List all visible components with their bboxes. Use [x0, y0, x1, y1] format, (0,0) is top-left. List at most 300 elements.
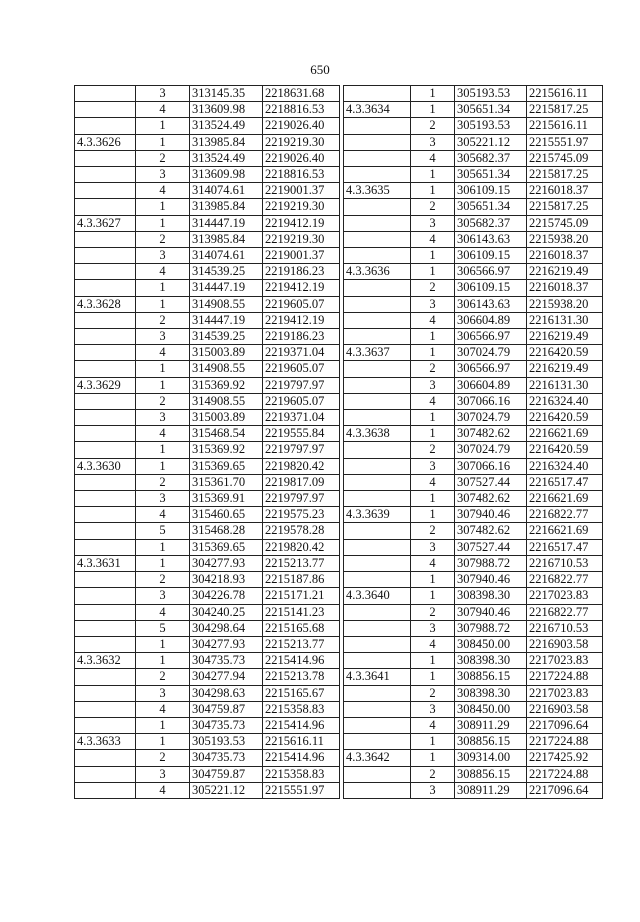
- table-row: [344, 701, 603, 717]
- parcel-id-cell: [344, 296, 411, 312]
- y-coordinate-cell: 2215414.96: [263, 750, 340, 766]
- table-row: [75, 491, 340, 507]
- parcel-id-cell: [344, 766, 411, 782]
- y-coordinate-cell: 2217023.83: [527, 653, 603, 669]
- x-coordinate-cell: 306109.15: [455, 248, 527, 264]
- x-coordinate-cell: 313609.98: [190, 167, 263, 183]
- x-coordinate-cell: 315468.54: [190, 426, 263, 442]
- y-coordinate-cell: 2216517.47: [527, 539, 603, 555]
- table-row: [344, 183, 603, 199]
- y-coordinate-cell: 2219578.28: [263, 523, 340, 539]
- y-coordinate-cell: 2219371.04: [263, 345, 340, 361]
- x-coordinate-cell: 315460.65: [190, 507, 263, 523]
- table-row: [75, 134, 340, 150]
- table-row: [344, 572, 603, 588]
- point-number-cell: 1: [411, 750, 455, 766]
- parcel-id-cell: [75, 426, 136, 442]
- point-number-cell: 1: [136, 442, 190, 458]
- parcel-id-cell: [344, 734, 411, 750]
- x-coordinate-cell: 307482.62: [455, 426, 527, 442]
- parcel-id-cell: [344, 539, 411, 555]
- table-row: [75, 636, 340, 652]
- table-row: [344, 361, 603, 377]
- point-number-cell: 1: [136, 215, 190, 231]
- y-coordinate-cell: 2218631.68: [263, 86, 340, 102]
- x-coordinate-cell: 304735.73: [190, 750, 263, 766]
- table-row: [75, 215, 340, 231]
- page-number: 650: [310, 62, 330, 77]
- point-number-cell: 3: [136, 766, 190, 782]
- y-coordinate-cell: 2219820.42: [263, 458, 340, 474]
- point-number-cell: 5: [136, 523, 190, 539]
- point-number-cell: 3: [136, 329, 190, 345]
- parcel-id-cell: [75, 636, 136, 652]
- point-number-cell: 2: [136, 750, 190, 766]
- parcel-id-cell: [344, 393, 411, 409]
- point-number-cell: 4: [411, 636, 455, 652]
- y-coordinate-cell: 2219797.97: [263, 442, 340, 458]
- y-coordinate-cell: 2219605.07: [263, 393, 340, 409]
- x-coordinate-cell: 307988.72: [455, 555, 527, 571]
- y-coordinate-cell: 2219797.97: [263, 491, 340, 507]
- y-coordinate-cell: 2215938.20: [527, 231, 603, 247]
- x-coordinate-cell: 315003.89: [190, 345, 263, 361]
- y-coordinate-cell: 2219575.23: [263, 507, 340, 523]
- point-number-cell: 4: [136, 102, 190, 118]
- point-number-cell: 3: [136, 410, 190, 426]
- y-coordinate-cell: 2219219.30: [263, 199, 340, 215]
- parcel-id-cell: [75, 199, 136, 215]
- y-coordinate-cell: 2216517.47: [527, 474, 603, 490]
- x-coordinate-cell: 315003.89: [190, 410, 263, 426]
- x-coordinate-cell: 305193.53: [455, 118, 527, 134]
- y-coordinate-cell: 2219186.23: [263, 264, 340, 280]
- point-number-cell: 1: [411, 183, 455, 199]
- y-coordinate-cell: 2215817.25: [527, 199, 603, 215]
- parcel-id-cell: [344, 491, 411, 507]
- parcel-id-cell: [75, 474, 136, 490]
- parcel-id-cell: [75, 685, 136, 701]
- y-coordinate-cell: 2219797.97: [263, 377, 340, 393]
- x-coordinate-cell: 308856.15: [455, 669, 527, 685]
- x-coordinate-cell: 308450.00: [455, 636, 527, 652]
- point-number-cell: 2: [411, 118, 455, 134]
- point-number-cell: 1: [136, 296, 190, 312]
- table-row: [344, 264, 603, 280]
- y-coordinate-cell: 2215213.78: [263, 669, 340, 685]
- parcel-id-cell: [75, 701, 136, 717]
- table-row: [344, 474, 603, 490]
- x-coordinate-cell: 307482.62: [455, 491, 527, 507]
- table-row: [75, 620, 340, 636]
- point-number-cell: 3: [411, 539, 455, 555]
- table-row: [75, 377, 340, 393]
- x-coordinate-cell: 314074.61: [190, 248, 263, 264]
- parcel-id-cell: [75, 766, 136, 782]
- table-row: [344, 393, 603, 409]
- table-row: [344, 717, 603, 733]
- parcel-id-cell: [75, 312, 136, 328]
- parcel-id-cell: [344, 555, 411, 571]
- x-coordinate-cell: 306143.63: [455, 296, 527, 312]
- x-coordinate-cell: 304298.64: [190, 620, 263, 636]
- x-coordinate-cell: 304277.93: [190, 636, 263, 652]
- y-coordinate-cell: 2216822.77: [527, 604, 603, 620]
- point-number-cell: 2: [411, 685, 455, 701]
- coordinates-table-left-body: [75, 86, 340, 799]
- point-number-cell: 4: [136, 507, 190, 523]
- point-number-cell: 1: [136, 539, 190, 555]
- x-coordinate-cell: 315369.65: [190, 458, 263, 474]
- parcel-id-cell: 4.3.3632: [75, 653, 136, 669]
- table-row: [344, 312, 603, 328]
- table-row: [75, 329, 340, 345]
- y-coordinate-cell: 2216219.49: [527, 264, 603, 280]
- y-coordinate-cell: 2216018.37: [527, 183, 603, 199]
- x-coordinate-cell: 307024.79: [455, 345, 527, 361]
- y-coordinate-cell: 2215616.11: [527, 118, 603, 134]
- parcel-id-cell: [344, 701, 411, 717]
- x-coordinate-cell: 307527.44: [455, 474, 527, 490]
- table-row: [75, 296, 340, 312]
- table-row: [75, 264, 340, 280]
- parcel-id-cell: [75, 572, 136, 588]
- point-number-cell: 1: [136, 636, 190, 652]
- y-coordinate-cell: 2219186.23: [263, 329, 340, 345]
- y-coordinate-cell: 2215171.21: [263, 588, 340, 604]
- table-row: [344, 296, 603, 312]
- parcel-id-cell: [344, 248, 411, 264]
- table-row: [344, 620, 603, 636]
- parcel-id-cell: [344, 231, 411, 247]
- point-number-cell: 3: [411, 134, 455, 150]
- point-number-cell: 4: [411, 474, 455, 490]
- y-coordinate-cell: 2215745.09: [527, 150, 603, 166]
- x-coordinate-cell: 309314.00: [455, 750, 527, 766]
- parcel-id-cell: 4.3.3638: [344, 426, 411, 442]
- y-coordinate-cell: 2215616.11: [527, 86, 603, 102]
- y-coordinate-cell: 2215358.83: [263, 701, 340, 717]
- y-coordinate-cell: 2215165.67: [263, 685, 340, 701]
- x-coordinate-cell: 315361.70: [190, 474, 263, 490]
- point-number-cell: 4: [411, 150, 455, 166]
- parcel-id-cell: [75, 393, 136, 409]
- table-row: [344, 118, 603, 134]
- point-number-cell: 2: [136, 150, 190, 166]
- point-number-cell: 4: [136, 264, 190, 280]
- point-number-cell: 2: [136, 474, 190, 490]
- x-coordinate-cell: 305193.53: [455, 86, 527, 102]
- parcel-id-cell: 4.3.3636: [344, 264, 411, 280]
- parcel-id-cell: [344, 215, 411, 231]
- y-coordinate-cell: 2215141.23: [263, 604, 340, 620]
- parcel-id-cell: [344, 199, 411, 215]
- x-coordinate-cell: 308398.30: [455, 588, 527, 604]
- y-coordinate-cell: 2216621.69: [527, 491, 603, 507]
- x-coordinate-cell: 306566.97: [455, 329, 527, 345]
- table-row: [75, 442, 340, 458]
- table-row: [344, 782, 603, 798]
- parcel-id-cell: [344, 150, 411, 166]
- x-coordinate-cell: 306566.97: [455, 361, 527, 377]
- y-coordinate-cell: 2219555.84: [263, 426, 340, 442]
- parcel-id-cell: [75, 750, 136, 766]
- table-row: [75, 458, 340, 474]
- parcel-id-cell: [75, 150, 136, 166]
- y-coordinate-cell: 2216822.77: [527, 507, 603, 523]
- table-row: [344, 248, 603, 264]
- parcel-id-cell: 4.3.3626: [75, 134, 136, 150]
- table-row: [75, 118, 340, 134]
- point-number-cell: 1: [411, 167, 455, 183]
- table-row: [344, 199, 603, 215]
- point-number-cell: 3: [136, 86, 190, 102]
- y-coordinate-cell: 2217096.64: [527, 782, 603, 798]
- table-row: [344, 329, 603, 345]
- x-coordinate-cell: 306566.97: [455, 264, 527, 280]
- x-coordinate-cell: 315369.91: [190, 491, 263, 507]
- point-number-cell: 1: [411, 86, 455, 102]
- point-number-cell: 3: [136, 491, 190, 507]
- point-number-cell: 4: [136, 345, 190, 361]
- y-coordinate-cell: 2219820.42: [263, 539, 340, 555]
- table-row: [75, 426, 340, 442]
- x-coordinate-cell: 314447.19: [190, 215, 263, 231]
- point-number-cell: 4: [411, 717, 455, 733]
- parcel-id-cell: [344, 410, 411, 426]
- x-coordinate-cell: 304240.25: [190, 604, 263, 620]
- parcel-id-cell: [75, 231, 136, 247]
- y-coordinate-cell: 2216018.37: [527, 248, 603, 264]
- x-coordinate-cell: 307066.16: [455, 393, 527, 409]
- x-coordinate-cell: 314539.25: [190, 264, 263, 280]
- table-row: [75, 507, 340, 523]
- table-row: [75, 248, 340, 264]
- y-coordinate-cell: 2216219.49: [527, 361, 603, 377]
- y-coordinate-cell: 2217023.83: [527, 588, 603, 604]
- parcel-id-cell: 4.3.3637: [344, 345, 411, 361]
- point-number-cell: 1: [411, 410, 455, 426]
- point-number-cell: 4: [411, 393, 455, 409]
- parcel-id-cell: 4.3.3633: [75, 734, 136, 750]
- table-row: [344, 507, 603, 523]
- table-row: [75, 604, 340, 620]
- point-number-cell: 1: [411, 264, 455, 280]
- parcel-id-cell: 4.3.3631: [75, 555, 136, 571]
- x-coordinate-cell: 307482.62: [455, 523, 527, 539]
- point-number-cell: 3: [136, 588, 190, 604]
- y-coordinate-cell: 2216131.30: [527, 377, 603, 393]
- y-coordinate-cell: 2219371.04: [263, 410, 340, 426]
- y-coordinate-cell: 2215358.83: [263, 766, 340, 782]
- table-row: [75, 734, 340, 750]
- parcel-id-cell: [75, 620, 136, 636]
- table-row: [344, 134, 603, 150]
- x-coordinate-cell: 305651.34: [455, 167, 527, 183]
- x-coordinate-cell: 306604.89: [455, 377, 527, 393]
- parcel-id-cell: [344, 685, 411, 701]
- parcel-id-cell: [344, 86, 411, 102]
- point-number-cell: 4: [136, 426, 190, 442]
- parcel-id-cell: [344, 167, 411, 183]
- y-coordinate-cell: 2216710.53: [527, 555, 603, 571]
- y-coordinate-cell: 2219026.40: [263, 150, 340, 166]
- x-coordinate-cell: 304277.94: [190, 669, 263, 685]
- x-coordinate-cell: 308911.29: [455, 782, 527, 798]
- parcel-id-cell: [344, 377, 411, 393]
- parcel-id-cell: [75, 604, 136, 620]
- x-coordinate-cell: 307024.79: [455, 410, 527, 426]
- x-coordinate-cell: 304735.73: [190, 653, 263, 669]
- table-row: [344, 653, 603, 669]
- x-coordinate-cell: 315369.65: [190, 539, 263, 555]
- point-number-cell: 4: [411, 312, 455, 328]
- x-coordinate-cell: 307024.79: [455, 442, 527, 458]
- x-coordinate-cell: 308856.15: [455, 734, 527, 750]
- table-row: [75, 523, 340, 539]
- parcel-id-cell: [75, 183, 136, 199]
- y-coordinate-cell: 2219026.40: [263, 118, 340, 134]
- point-number-cell: 1: [136, 717, 190, 733]
- point-number-cell: 4: [136, 701, 190, 717]
- x-coordinate-cell: 305651.34: [455, 199, 527, 215]
- point-number-cell: 1: [136, 199, 190, 215]
- y-coordinate-cell: 2217425.92: [527, 750, 603, 766]
- table-row: [75, 361, 340, 377]
- table-row: [344, 523, 603, 539]
- table-row: [344, 102, 603, 118]
- y-coordinate-cell: 2216420.59: [527, 345, 603, 361]
- y-coordinate-cell: 2219001.37: [263, 248, 340, 264]
- parcel-id-cell: [75, 410, 136, 426]
- parcel-id-cell: [344, 717, 411, 733]
- x-coordinate-cell: 313145.35: [190, 86, 263, 102]
- parcel-id-cell: [75, 102, 136, 118]
- point-number-cell: 1: [411, 345, 455, 361]
- parcel-id-cell: [344, 782, 411, 798]
- point-number-cell: 3: [411, 701, 455, 717]
- point-number-cell: 1: [136, 377, 190, 393]
- x-coordinate-cell: 307940.46: [455, 604, 527, 620]
- x-coordinate-cell: 313524.49: [190, 118, 263, 134]
- x-coordinate-cell: 313609.98: [190, 102, 263, 118]
- x-coordinate-cell: 305221.12: [190, 782, 263, 798]
- x-coordinate-cell: 314074.61: [190, 183, 263, 199]
- table-row: [344, 345, 603, 361]
- table-row: [344, 766, 603, 782]
- y-coordinate-cell: 2216903.58: [527, 701, 603, 717]
- y-coordinate-cell: 2217224.88: [527, 766, 603, 782]
- y-coordinate-cell: 2216420.59: [527, 410, 603, 426]
- x-coordinate-cell: 313524.49: [190, 150, 263, 166]
- parcel-id-cell: [75, 167, 136, 183]
- x-coordinate-cell: 307527.44: [455, 539, 527, 555]
- table-row: [75, 86, 340, 102]
- table-row: [344, 604, 603, 620]
- table-row: [344, 410, 603, 426]
- y-coordinate-cell: 2216822.77: [527, 572, 603, 588]
- y-coordinate-cell: 2218816.53: [263, 102, 340, 118]
- x-coordinate-cell: 308856.15: [455, 766, 527, 782]
- x-coordinate-cell: 306109.15: [455, 280, 527, 296]
- parcel-id-cell: [75, 248, 136, 264]
- table-row: [75, 669, 340, 685]
- point-number-cell: 3: [411, 377, 455, 393]
- x-coordinate-cell: 306604.89: [455, 312, 527, 328]
- y-coordinate-cell: 2216018.37: [527, 280, 603, 296]
- point-number-cell: 3: [411, 620, 455, 636]
- y-coordinate-cell: 2218816.53: [263, 167, 340, 183]
- point-number-cell: 1: [411, 669, 455, 685]
- table-row: [75, 474, 340, 490]
- point-number-cell: 1: [411, 491, 455, 507]
- table-row: [75, 717, 340, 733]
- point-number-cell: 2: [136, 572, 190, 588]
- y-coordinate-cell: 2215213.77: [263, 636, 340, 652]
- x-coordinate-cell: 313985.84: [190, 199, 263, 215]
- y-coordinate-cell: 2219219.30: [263, 231, 340, 247]
- parcel-id-cell: [344, 442, 411, 458]
- x-coordinate-cell: 314447.19: [190, 280, 263, 296]
- point-number-cell: 3: [411, 296, 455, 312]
- parcel-id-cell: [344, 329, 411, 345]
- parcel-id-cell: [75, 507, 136, 523]
- point-number-cell: 1: [136, 134, 190, 150]
- y-coordinate-cell: 2215938.20: [527, 296, 603, 312]
- parcel-id-cell: [75, 717, 136, 733]
- parcel-id-cell: [344, 620, 411, 636]
- y-coordinate-cell: 2215616.11: [263, 734, 340, 750]
- x-coordinate-cell: 307940.46: [455, 507, 527, 523]
- point-number-cell: 1: [136, 361, 190, 377]
- point-number-cell: 2: [411, 766, 455, 782]
- parcel-id-cell: 4.3.3629: [75, 377, 136, 393]
- point-number-cell: 2: [136, 669, 190, 685]
- x-coordinate-cell: 305682.37: [455, 150, 527, 166]
- point-number-cell: 2: [136, 231, 190, 247]
- y-coordinate-cell: 2215414.96: [263, 717, 340, 733]
- parcel-id-cell: [75, 264, 136, 280]
- parcel-id-cell: [75, 442, 136, 458]
- table-row: [75, 312, 340, 328]
- y-coordinate-cell: 2216324.40: [527, 393, 603, 409]
- parcel-id-cell: [344, 312, 411, 328]
- x-coordinate-cell: 313985.84: [190, 231, 263, 247]
- table-row: [75, 539, 340, 555]
- point-number-cell: 3: [411, 782, 455, 798]
- x-coordinate-cell: 307988.72: [455, 620, 527, 636]
- parcel-id-cell: [344, 134, 411, 150]
- x-coordinate-cell: 305651.34: [455, 102, 527, 118]
- table-row: [75, 280, 340, 296]
- x-coordinate-cell: 308450.00: [455, 701, 527, 717]
- parcel-id-cell: [75, 539, 136, 555]
- point-number-cell: 2: [411, 523, 455, 539]
- y-coordinate-cell: 2215213.77: [263, 555, 340, 571]
- y-coordinate-cell: 2215551.97: [527, 134, 603, 150]
- y-coordinate-cell: 2217224.88: [527, 734, 603, 750]
- y-coordinate-cell: 2219001.37: [263, 183, 340, 199]
- x-coordinate-cell: 315369.92: [190, 377, 263, 393]
- point-number-cell: 1: [136, 118, 190, 134]
- parcel-id-cell: [344, 572, 411, 588]
- parcel-id-cell: [75, 491, 136, 507]
- point-number-cell: 1: [411, 426, 455, 442]
- parcel-id-cell: [75, 118, 136, 134]
- point-number-cell: 3: [136, 167, 190, 183]
- parcel-id-cell: 4.3.3642: [344, 750, 411, 766]
- y-coordinate-cell: 2217023.83: [527, 685, 603, 701]
